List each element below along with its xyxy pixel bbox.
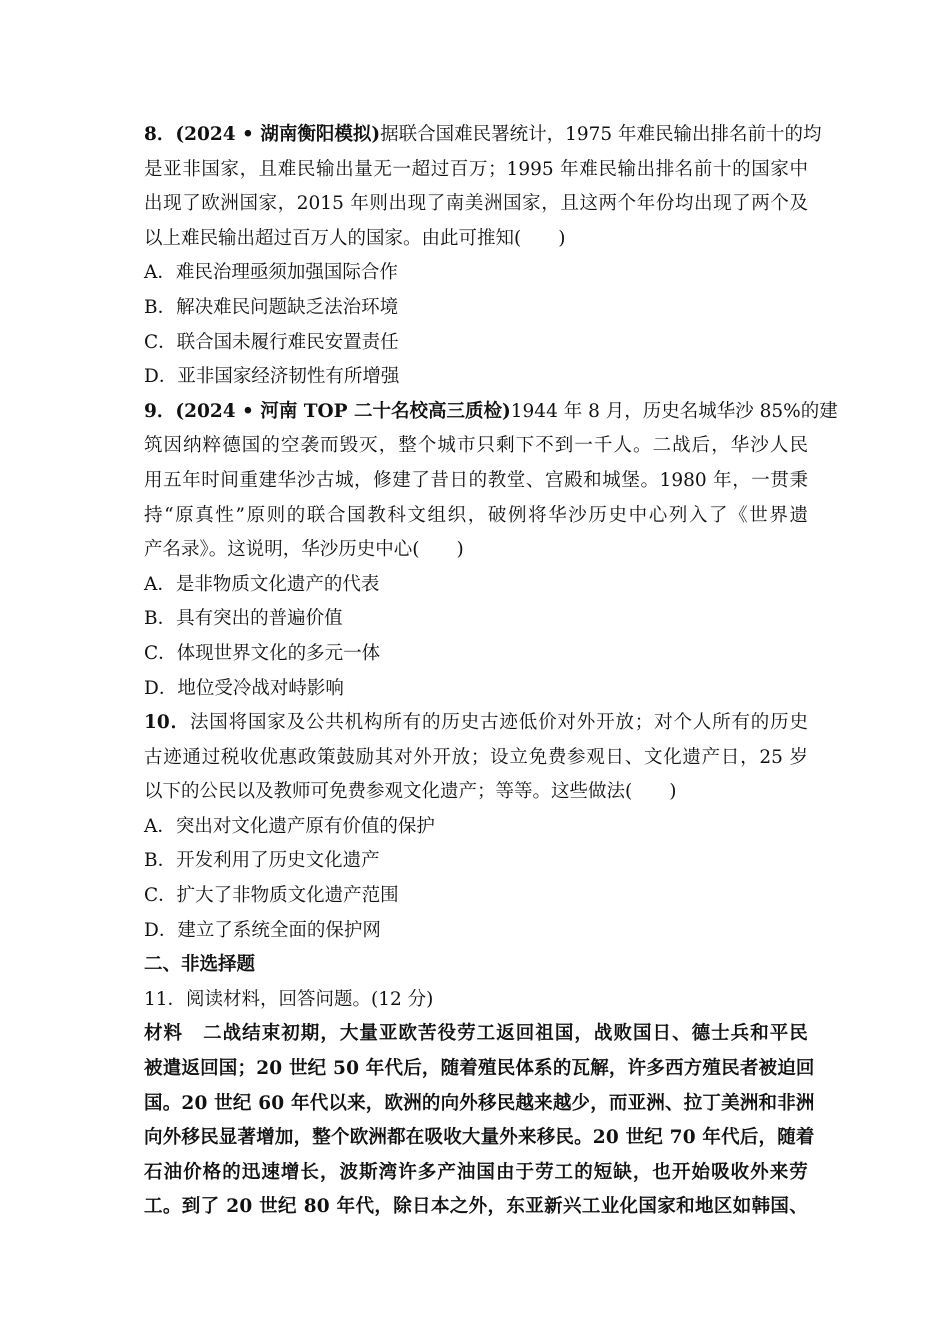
q8-text-1: 据联合国难民署统计，1975 年难民输出排名前十的均 [380, 124, 822, 145]
q9-number: 9． [144, 400, 176, 422]
q9-line-1 [144, 395, 838, 430]
q11-material-line-6: 工。到了 20 世纪 80 年代，除日本之外，东亚新兴工业化国家和地区如韩国、 [144, 1196, 808, 1218]
q8-line-2: 是亚非国家，且难民输出量无一超过百万；1995 年难民输出排名前十的国家中 [144, 158, 808, 180]
q8-line-3: 出现了欧洲国家，2015 年则出现了南美洲国家，且这两个年份均出现了两个及 [144, 193, 808, 215]
q11-material-text-1: 二战结束初期，大量亚欧苦役劳工返回祖国，战败国日、德士兵和平民 [203, 1023, 809, 1045]
material-label: 材料 [144, 1023, 184, 1045]
q9-line-4: 持“原真性”原则的联合国教科文组织，破例将华沙历史中心列入了《世界遗 [144, 504, 808, 526]
q11-material [144, 1017, 815, 1225]
q9-line-2: 筑因纳粹德国的空袭而毁灭，整个城市只剩下不到一千人。二战后，华沙人民 [144, 435, 808, 457]
exam-page [144, 118, 838, 1225]
q9-line-5: 产名录》。这说明，华沙历史中心( ) [144, 539, 464, 561]
question-11 [144, 983, 815, 1225]
q9-option-d: D．地位受冷战对峙影响 [144, 677, 344, 699]
q11-material-line-5: 石油价格的迅速增长，波斯湾许多产油国由于劳工的短缺，也开始吸收外来劳 [144, 1161, 808, 1183]
q8-line-1 [144, 118, 822, 153]
q11-material-line-2: 被遣返回国；20 世纪 50 年代后，随着殖民体系的瓦解，许多西方殖民者被迫回 [144, 1058, 815, 1080]
q9-option-c: C．体现世界文化的多元一体 [144, 642, 381, 664]
q10-number: 10． [144, 712, 190, 734]
q11-material-line-4: 向外移民显著增加，整个欧洲都在吸收大量外来移民。20 世纪 70 年代后，随着 [144, 1127, 815, 1149]
q10-line-3: 以下的公民以及教师可免费参观文化遗产；等等。这些做法( ) [144, 781, 677, 803]
q11-prompt: 11．阅读材料，回答问题。(12 分) [144, 988, 434, 1010]
q10-line-1 [144, 706, 808, 741]
q8-source: (2024 • 湖南衡阳模拟) [175, 124, 381, 145]
q10-line-2: 古迹通过税收优惠政策鼓励其对外开放；设立免费参观日、文化遗产日，25 岁 [144, 746, 808, 768]
q10-option-d: D．建立了系统全面的保护网 [144, 919, 381, 941]
question-9 [144, 395, 838, 706]
q9-text-1: 1944 年 8 月，历史名城华沙 85%的建 [510, 400, 838, 422]
q10-option-a: A．突出对文化遗产原有价值的保护 [144, 815, 435, 837]
q11-material-line-3: 国。20 世纪 60 年代以来，欧洲的向外移民越来越少，而亚洲、拉丁美洲和非洲 [144, 1092, 815, 1114]
q9-line-3: 用五年时间重建华沙古城，修建了昔日的教堂、宫殿和城堡。1980 年，一贯秉 [144, 469, 808, 491]
q10-option-b: B．开发利用了历史文化遗产 [144, 850, 380, 872]
q8-option-b: B．解决难民问题缺乏法治环境 [144, 296, 399, 318]
q9-source: (2024 • 河南 TOP 二十名校高三质检) [175, 400, 511, 422]
q9-option-a: A．是非物质文化遗产的代表 [144, 573, 380, 595]
q10-option-c: C．扩大了非物质文化遗产范围 [144, 885, 399, 907]
q11-material-line-1 [144, 1017, 808, 1052]
q10-text-1: 法国将国家及公共机构所有的历史古迹低价对外开放；对个人所有的历史 [189, 712, 808, 734]
q9-option-b: B．具有突出的普遍价值 [144, 608, 343, 630]
q8-number: 8． [144, 124, 176, 145]
question-8 [144, 118, 822, 395]
q8-option-d: D．亚非国家经济韧性有所增强 [144, 366, 400, 388]
q8-option-c: C．联合国未履行难民安置责任 [144, 331, 399, 353]
section-heading-non-choice: 二、非选择题 [144, 954, 256, 976]
q8-option-a: A．难民治理亟须加强国际合作 [144, 262, 398, 284]
question-10 [144, 706, 808, 948]
q8-line-4: 以上难民输出超过百万人的国家。由此可推知( ) [144, 227, 566, 249]
